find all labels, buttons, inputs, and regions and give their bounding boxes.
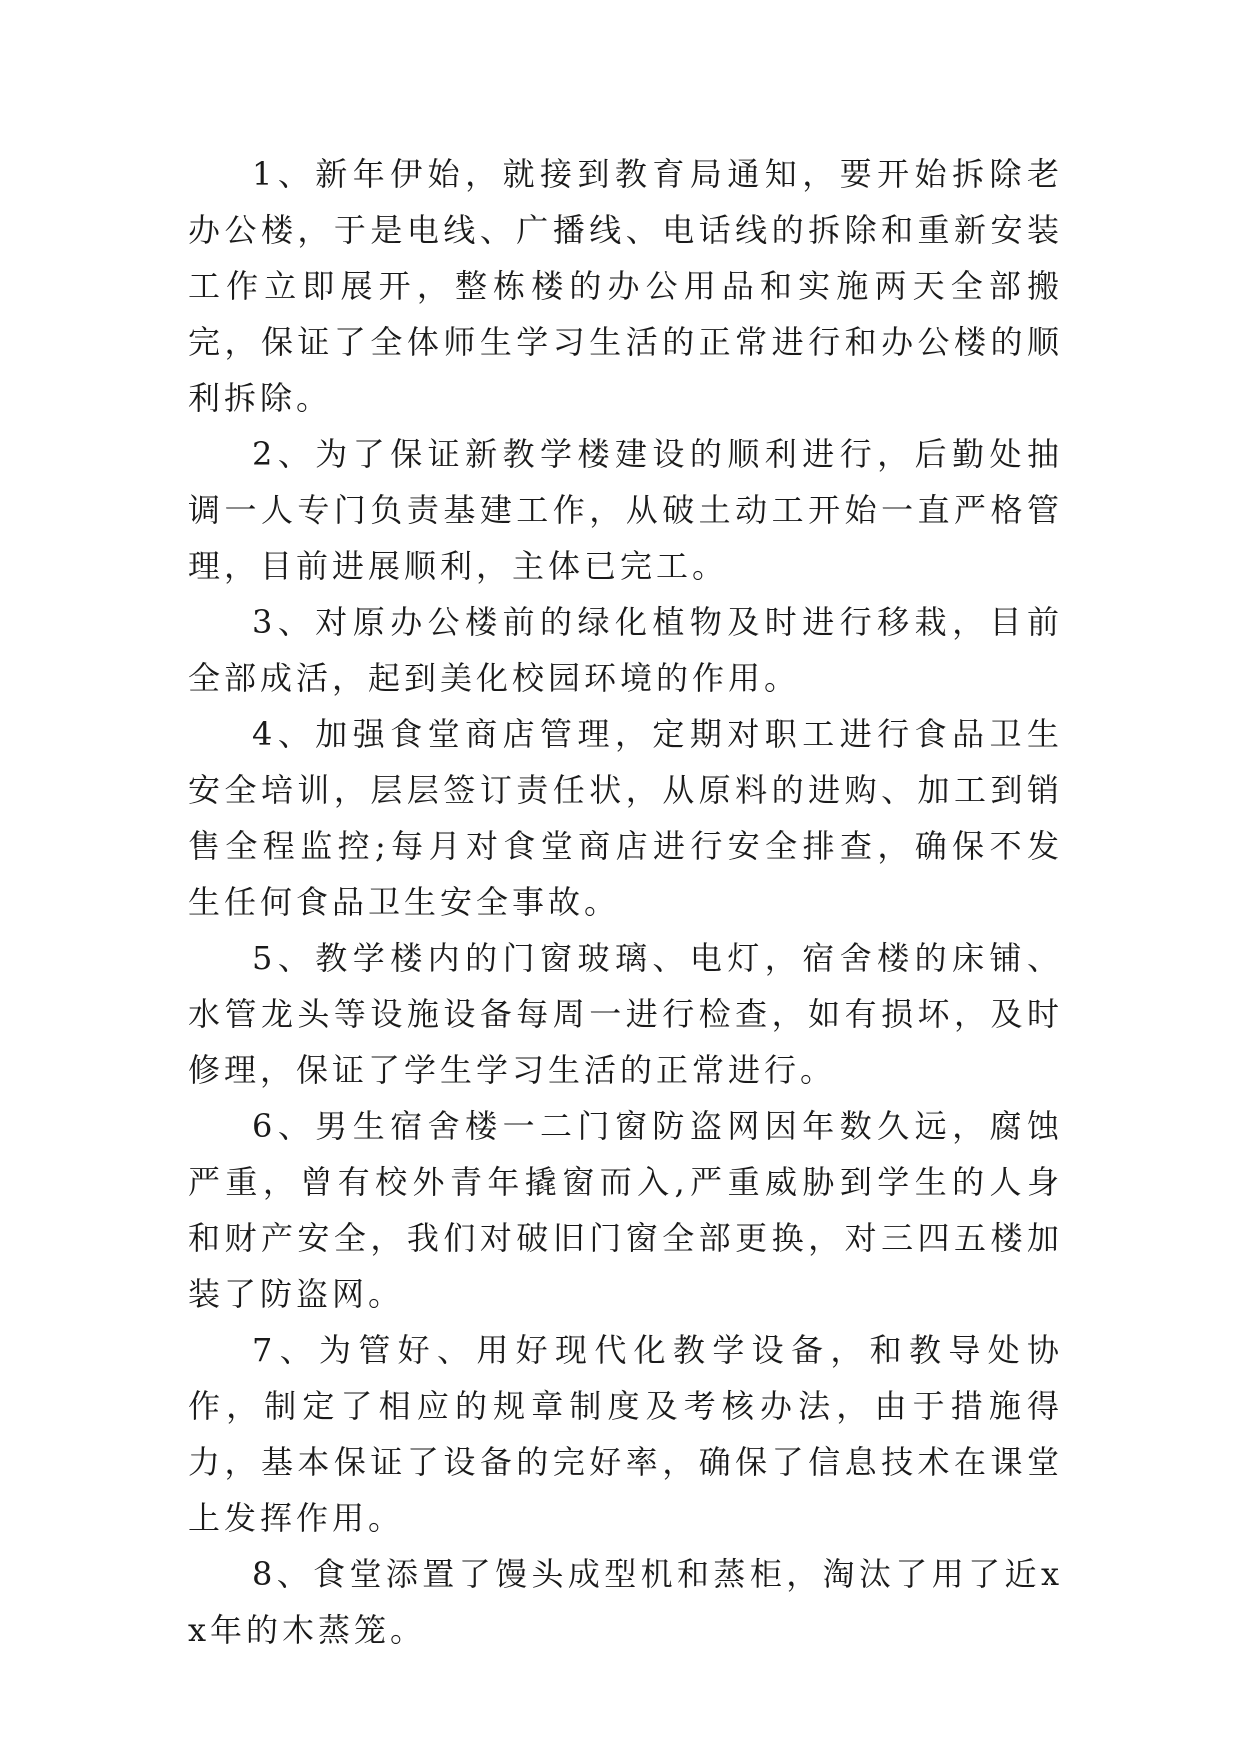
paragraph-6: 6、男生宿舍楼一二门窗防盗网因年数久远，腐蚀严重，曾有校外青年撬窗而入,严重威胁到学生的人身和财产安全，我们对破旧门窗全部更换，对三四五楼加装了防盗网。 <box>188 1107 1063 1313</box>
paragraph-4: 4、加强食堂商店管理，定期对职工进行食品卫生安全培训，层层签订责任状，从原料的进购、加工到销售全程监控;每月对食堂商店进行安全排查，确保不发生任何食品卫生安全事故。 <box>188 715 1063 921</box>
paragraph-3: 3、对原办公楼前的绿化植物及时进行移栽，目前全部成活，起到美化校园环境的作用。 <box>188 603 1063 697</box>
paragraph-1: 1、新年伊始，就接到教育局通知，要开始拆除老办公楼，于是电线、广播线、电话线的拆除和重新安装工作立即展开，整栋楼的办公用品和实施两天全部搬完，保证了全体师生学习生活的正常进行和办公楼的顺利拆除。 <box>188 155 1063 417</box>
paragraph-8: 8、食堂添置了馒头成型机和蒸柜，淘汰了用了近xx年的木蒸笼。 <box>188 1555 1063 1649</box>
paragraph-5: 5、教学楼内的门窗玻璃、电灯，宿舍楼的床铺、水管龙头等设施设备每周一进行检查，如有损坏，及时修理，保证了学生学习生活的正常进行。 <box>188 939 1063 1089</box>
paragraph-7: 7、为管好、用好现代化教学设备，和教导处协作，制定了相应的规章制度及考核办法，由于措施得力，基本保证了设备的完好率，确保了信息技术在课堂上发挥作用。 <box>188 1331 1063 1537</box>
paragraph-2: 2、为了保证新教学楼建设的顺利进行，后勤处抽调一人专门负责基建工作，从破土动工开始一直严格管理，目前进展顺利，主体已完工。 <box>188 435 1063 585</box>
